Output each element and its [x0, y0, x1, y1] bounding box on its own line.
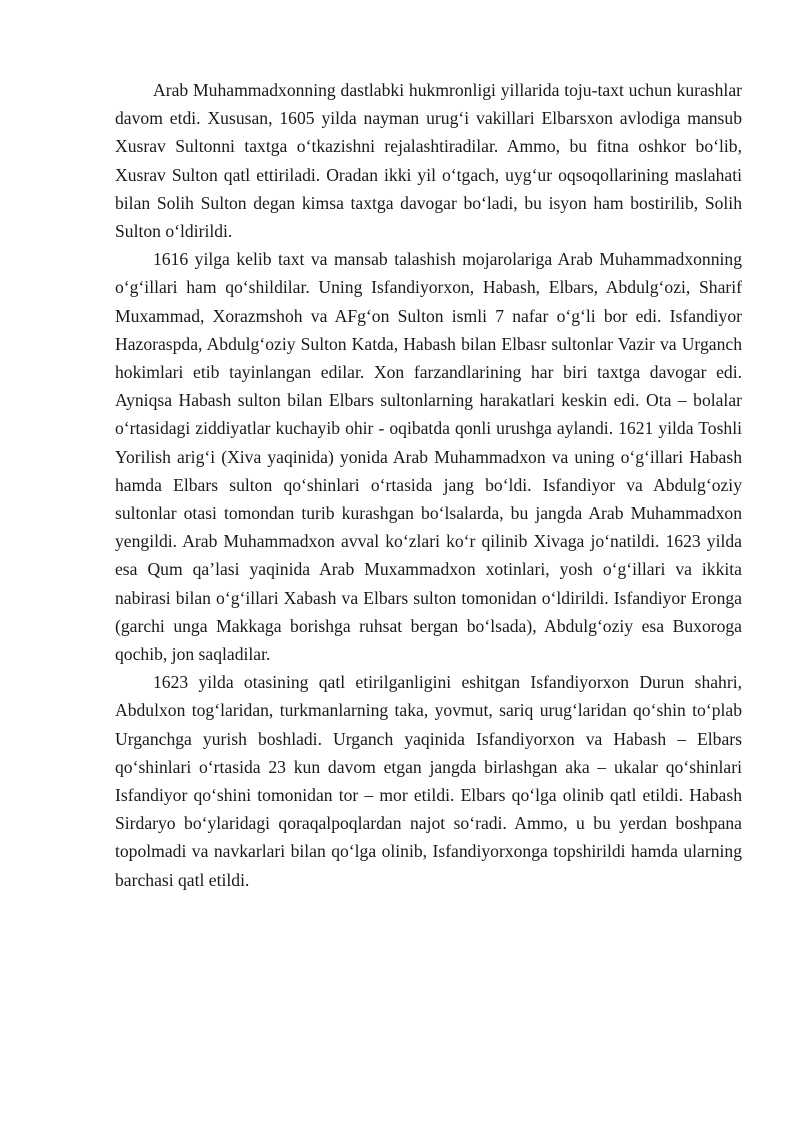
- document-page: [115, 76, 742, 894]
- paragraph-2: 1616 yilga kelib taxt va mansab talashish mojarolariga Arab Muhammadxonning o‘g‘illari ham qo‘shildilar. Uning Isfandiyorxon, Habash, Elbars, Abdulg‘ozi, Sharif Muxammad, Xorazmshoh va AFg‘on Sulton ismli 7 nafar o‘g‘li bor edi. Isfandiyor Hazoraspda, Abdulg‘oziy Sulton Katda, Habash bilan Elbasr sultonlar Vazir va Urganch hokimlari etib tayinlangan edilar. Xon farzandlarining har biri taxtga davogar edi. Ayniqsa Habash sulton bilan Elbars sultonlarning harakatlari keskin edi. Ota – bolalar o‘rtasidagi ziddiyatlar kuchayib ohir - oqibatda qonli urushga aylandi. 1621 yilda Toshli Yorilish arig‘i (Xiva yaqinida) yonida Arab Muhammadxon va uning o‘g‘illari Habash hamda Elbars sulton qo‘shinlari o‘rtasida jang bo‘ldi. Isfandiyor va Abdulg‘oziy sultonlar otasi tomondan turib kurashgan bo‘lsalarda, bu jangda Arab Muhammadxon yengildi. Arab Muhammadxon avval ko‘zlari ko‘r qilinib Xivaga jo‘natildi. 1623 yilda esa Qum qa’lasi yaqinida Arab Muxammadxon xotinlari, yosh o‘g‘illari va ikkita nabirasi bilan o‘g‘illari Xabash va Elbars sulton tomonidan o‘ldirildi. Isfandiyor Eronga (garchi unga Makkaga borishga ruhsat bergan bo‘lsada), Abdulg‘oziy esa Buxoroga qochib, jon saqladilar.: [115, 249, 742, 665]
- paragraph-3: 1623 yilda otasining qatl etirilganligini eshitgan Isfandiyorxon Durun shahri, Abdulxon tog‘laridan, turkmanlarning taka, yovmut, sariq urug‘laridan qo‘shin to‘plab Urganchga yurish boshladi. Urganch yaqinida Isfandiyorxon va Habash – Elbars qo‘shinlari o‘rtasida 23 kun davom etgan jangda birlashgan aka – ukalar qo‘shinlari Isfandiyor qo‘shini tomonidan tor – mor etildi. Elbars qo‘lga olinib qatl etildi. Habash Sirdaryo bo‘ylaridagi qoraqalpoqlardan najot so‘radi. Ammo, u bu yerdan boshpana topolmadi va navkarlari bilan qo‘lga olinib, Isfandiyorxonga topshirildi hamda ularning barchasi qatl etildi.: [115, 672, 742, 890]
- paragraph-1: Arab Muhammadxonning dastlabki hukmronligi yillarida toju-taxt uchun kurashlar davom etdi. Xususan, 1605 yilda nayman urug‘i vakillari Elbarsxon avlodiga mansub Xusrav Sultonni taxtga o‘tkazishni rejalashtiradilar. Ammo, bu fitna oshkor bo‘lib, Xusrav Sulton qatl ettiriladi. Oradan ikki yil o‘tgach, uyg‘ur oqsoqollarining maslahati bilan Solih Sulton degan kimsa taxtga davogar bo‘ladi, bu isyon ham bostirilib, Solih Sulton o‘ldirildi.: [115, 80, 742, 242]
